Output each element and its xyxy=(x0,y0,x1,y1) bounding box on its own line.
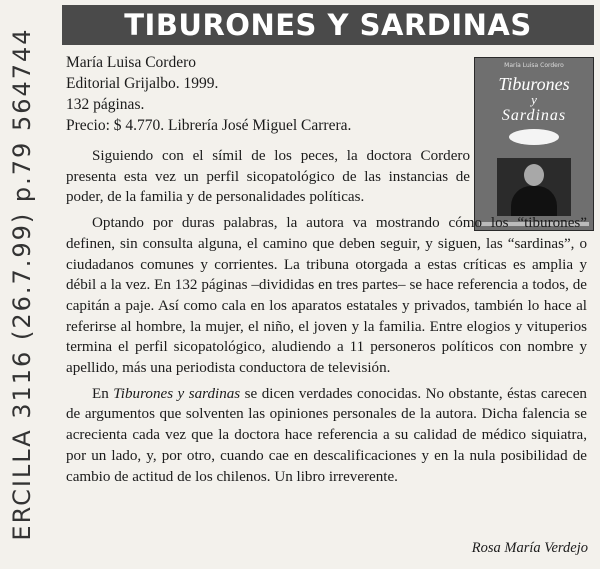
book-publisher: Editorial Grijalbo. 1999. xyxy=(66,75,219,92)
archive-stamp-text: ERCILLA 3116 (26.7.99) p.79 564744 xyxy=(8,27,36,541)
paragraph-3-lead: En xyxy=(92,385,114,402)
book-price: Precio: $ 4.770. Librería José Miguel Carrera. xyxy=(66,117,352,134)
review-body xyxy=(66,146,587,487)
paragraph-1: Siguiendo con el símil de los peces, la doctora Cordero presenta esta vez un perfil sicopatológico de las instancias de poder, de la familia y de personalidades políticas. xyxy=(66,148,470,206)
paragraph-3 xyxy=(66,384,587,488)
book-pages: 132 páginas. xyxy=(66,96,145,113)
paragraph-2: Optando por duras palabras, la autora va mostrando cómo los “tiburones” definen, sin consulta alguna, el camino que deben seguir, y siguen, las “sardinas”, o ciudadanos comunes y corrientes. La tribuna otorgada a estas críticas es amplia y débil a la vez. En 132 páginas –divididas en tres partes– se hace referencia a todos, de capitán a paje. Así como cala en los aparatos estatales y privados, también lo hace al referirse al hombre, la mujer, el niño, el joven y la familia. Entre elogios y vituperios termina el perfil sicopatológico, aludiendo a 11 personeros políticos con nombre y apellido, más una periodista conductora de televisión. xyxy=(66,215,587,377)
book-details xyxy=(66,52,466,136)
book-author: María Luisa Cordero xyxy=(66,54,196,71)
cover-title-conjunction: y xyxy=(531,92,537,107)
page-title: TIBURONES Y SARDINAS xyxy=(62,5,594,45)
cover-title-line-1: Tiburones xyxy=(498,74,570,94)
paragraph-3-rest: se dicen verdades conocidas. No obstante, éstas carecen de argumentos que solventen las opiniones personales de la autora. Dicha falencia se acrecienta cada vez que la doctora hace referencia a su calidad de médico siquiatra, por un lado, y, por otro, cuando cae en descalificaciones y en la nula posibilidad de cambio de actitud de los chilenos. Un libro irreverente. xyxy=(66,385,587,485)
cover-author: María Luisa Cordero xyxy=(504,62,564,69)
paragraph-3-book-title: Tiburones y sardinas xyxy=(113,385,241,402)
fish-illustration xyxy=(509,129,559,145)
archive-stamp xyxy=(2,4,42,564)
review-signature: Rosa María Verdejo xyxy=(471,540,588,556)
cover-title-line-2: Sardinas xyxy=(501,107,567,124)
